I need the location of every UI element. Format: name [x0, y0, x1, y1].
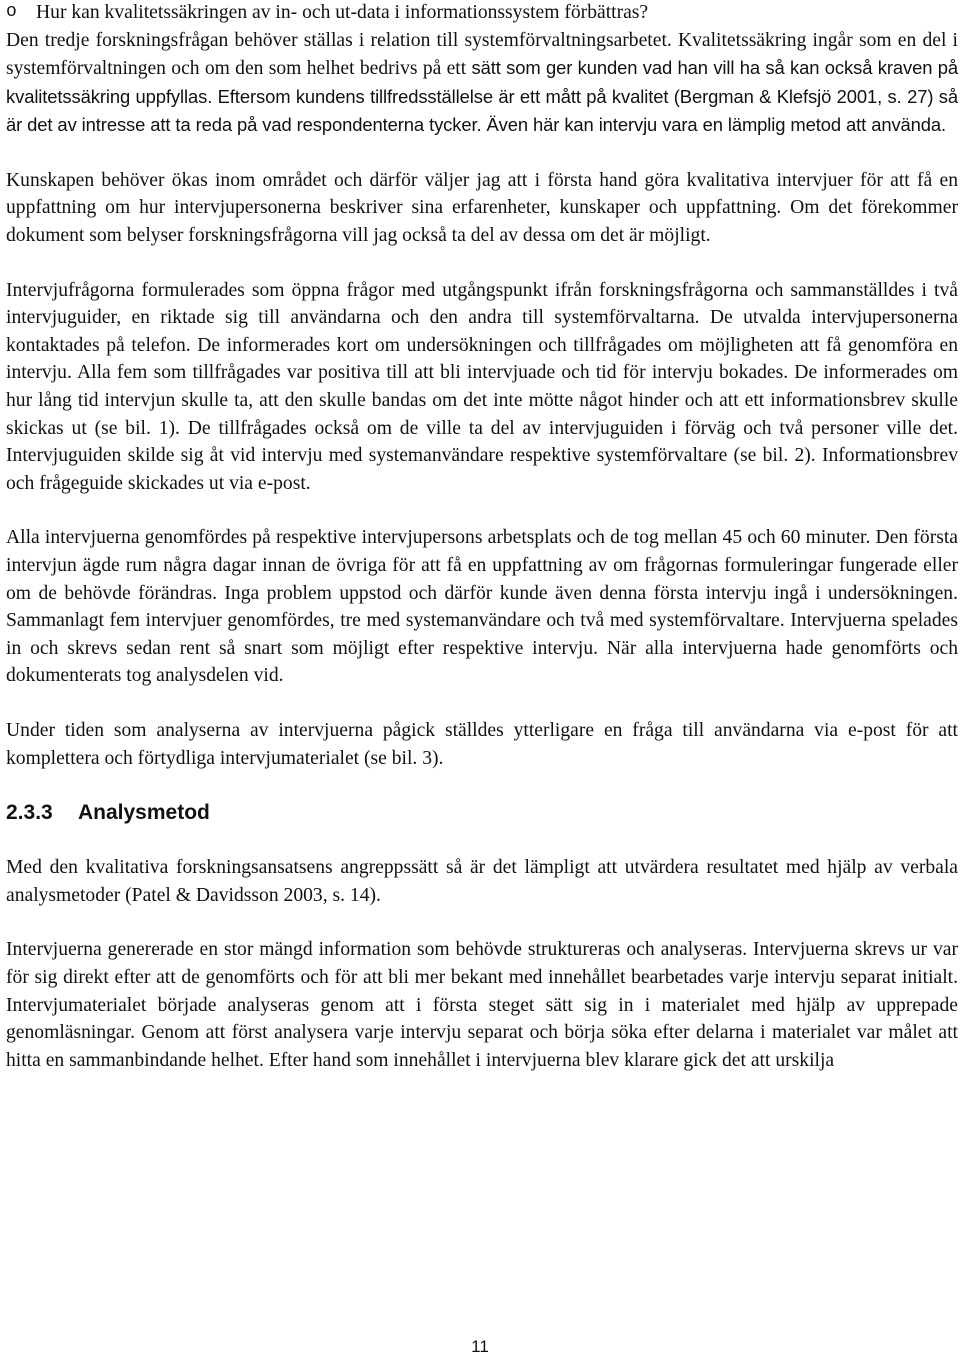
bullet-item — [6, 0, 958, 27]
page-number: 11 — [471, 1337, 489, 1356]
section-number: 2.3.3 — [6, 801, 53, 825]
bullet-marker: o — [6, 2, 17, 22]
section-heading — [6, 799, 958, 827]
paragraph-7: Intervjuerna genererade en stor mängd information som behövde struktureras och analyseras. Intervjuerna skrevs ur var för sig direkt efter att de genomförts och för att bli mer bekant med innehållet bearbetades varje intervju separat initialt. Intervjumaterialet började analyseras genom att i första steget sätt sig in i materialet med hjälp av upprepade genomläsningar. Genom att först analysera varje intervju separat och börja söka efter delarna i materialet var målet att hitta en sammanbindande helhet. Efter hand som innehållet i intervjuerna blev klarare gick det att urskilja — [6, 939, 958, 1071]
paragraph-5: Under tiden som analyserna av intervjuerna pågick ställdes ytterligare en fråga till användarna via e-post för att komplettera och förtydliga intervjumaterialet (se bil. 3). — [6, 719, 958, 769]
paragraph-gap — [6, 909, 958, 936]
paragraph-1 — [6, 27, 958, 140]
paragraph-gap — [6, 140, 958, 167]
paragraph-gap — [6, 827, 958, 854]
bullet-text: Hur kan kvalitetssäkringen av in- och ut-data i informationssystem förbättras? — [36, 2, 649, 23]
paragraph-gap — [6, 497, 958, 524]
paragraph-1-serif-text: Den tredje forskningsfrågan behöver ställas i relation till systemförvaltningsarbetet. Kvalitetssäkring ingår som en del i systemförvaltningen och om den som helhet bedrivs på ett — [6, 29, 958, 80]
document-page — [6, 0, 958, 1074]
section-title: Analysmetod — [78, 801, 210, 825]
paragraph-6: Med den kvalitativa forskningsansatsens angreppssätt så är det lämpligt att utvärdera resultatet med hjälp av verbala analysmetoder (Patel & Davidsson 2003, s. 14). — [6, 857, 958, 906]
paragraph-1-sans-text: sätt som ger kunden vad han vill ha så kan också kraven på kvalitetssäkring uppfyllas. Eftersom kundens tillfredsställelse är ett mått på kvalitet (Bergman & Klefsjö 2001, s. 27) så är det av intresse att ta reda på vad respondenterna tycker. Även här kan intervju vara en lämplig metod att använda. — [6, 57, 958, 136]
paragraph-gap — [6, 250, 958, 277]
paragraph-4: Alla intervjuerna genomfördes på respektive intervjupersons arbetsplats och de tog mellan 45 och 60 minuter. Den första intervjun ägde rum några dagar innan de övriga för att få en uppfattning av om frågornas formuleringar fungerade eller om de behövde förändras. Inga problem uppstod och därför kunde även denna första intervju ingå i undersökningen. Sammanlagt fem intervjuer genomfördes, tre med systemanvändare och två med systemförvaltare. Intervjuerna spelades in och skrevs sedan rent så snart som möjligt efter respektive intervju. När alla intervjuerna hade genomförts och dokumenterats tog analysdelen vid. — [6, 527, 958, 687]
paragraph-3: Intervjufrågorna formulerades som öppna frågor med utgångspunkt ifrån forskningsfrågorna och sammanställdes i två intervjuguider, en riktade sig till användarna och den andra till systemförvaltarna. De utvalda intervjupersonerna kontaktades på telefon. De informerades kort om undersökningen och tillfrågades om möjligheten att få genomföra en intervju. Alla fem som tillfrågades var positiva till att bli intervjuade och tid för intervju bokades. De informerades om hur lång tid intervjun skulle ta, att den skulle bandas om det inte mötte något hinder och att ett informationsbrev skulle skickas ut (se bil. 1). De tillfrågades också om de ville ta del av intervjuguiden i förväg och två personer ville det. Intervjuguiden skilde sig åt vid intervju med systemanvändare respektive systemförvaltare (se bil. 2). Informationsbrev och frågeguide skickades ut via e-post. — [6, 279, 958, 494]
paragraph-2: Kunskapen behöver ökas inom området och därför väljer jag att i första hand göra kvalitativa intervjuer för att få en uppfattning om hur intervjupersonerna beskriver sina erfarenheter, kunskaper och uppfattning. Om det förekommer dokument som belyser forskningsfrågorna vill jag också ta del av dessa om det är möjligt. — [6, 169, 958, 247]
paragraph-gap — [6, 690, 958, 717]
paragraph-gap — [6, 772, 958, 799]
